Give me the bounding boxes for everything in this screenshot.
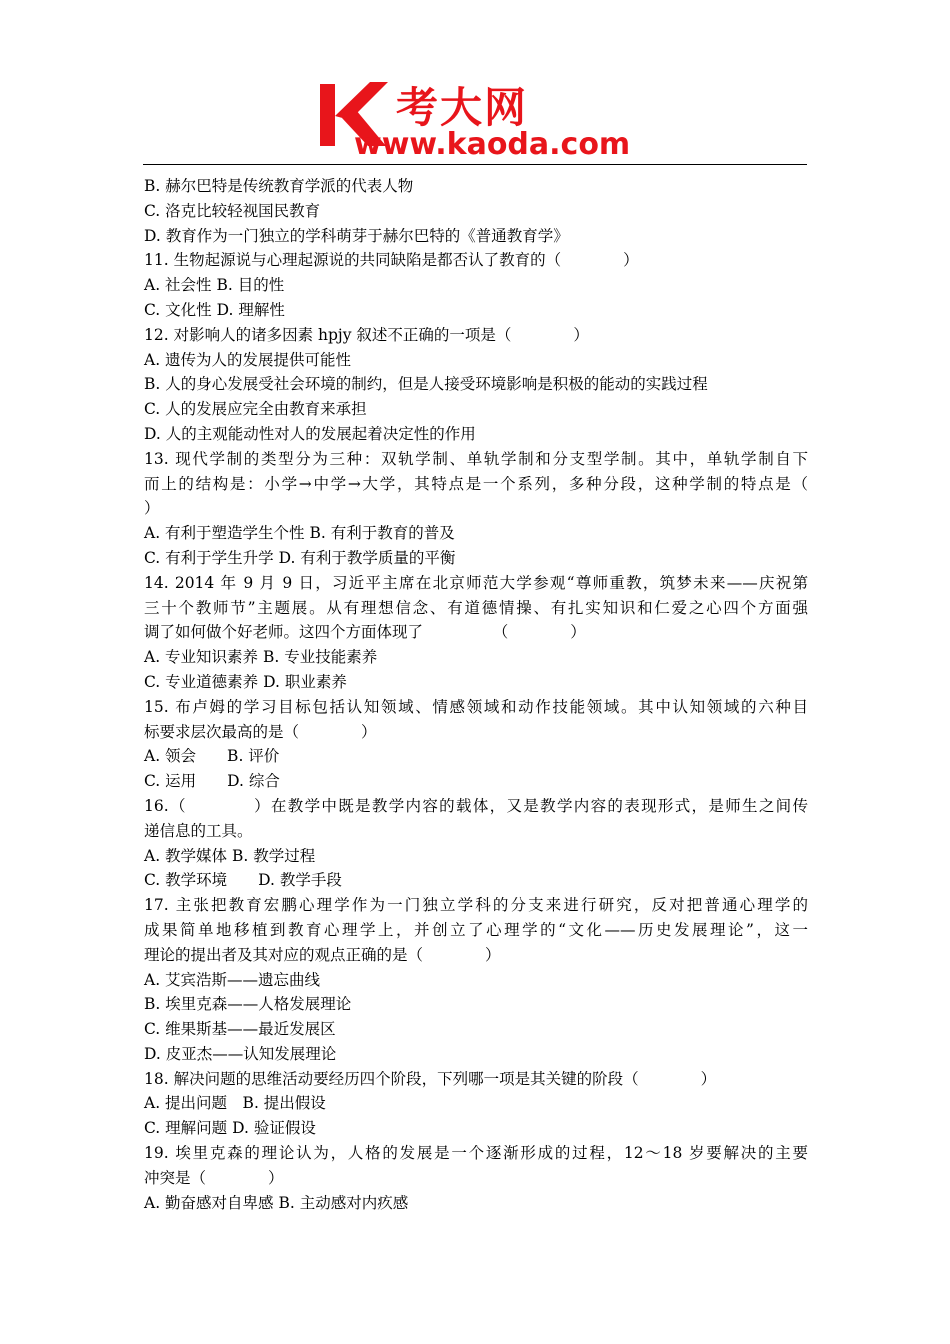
text-line: 三十个教师节”主题展。从有理想信念、有道德情操、有扎实知识和仁爱之心四个方面强 xyxy=(144,598,808,617)
text-line: 15. 布卢姆的学习目标包括认知领域、情感领域和动作技能领域。其中认知领域的六种目 xyxy=(144,697,808,716)
text-line: 标要求层次最高的是（ ） xyxy=(144,722,377,741)
logo-main-text: 考大网 xyxy=(396,83,529,132)
text-line: A. 艾宾浩斯——遗忘曲线 xyxy=(144,970,321,989)
text-line: 19. 埃里克森的理论认为，人格的发展是一个逐渐形成的过程，12～18 岁要解决的主要 xyxy=(144,1144,808,1163)
text-line: C. 专业道德素养 D. 职业素养 xyxy=(144,672,347,691)
text-line: 调了如何做个好老师。这四个方面体现了 （ ） xyxy=(144,623,586,642)
text-line: A. 社会性 B. 目的性 xyxy=(144,276,285,295)
text-line: B. 赫尔巴特是传统教育学派的代表人物 xyxy=(144,177,414,195)
kaoda-logo xyxy=(318,78,638,160)
text-line: 17. 主张把教育宏鹏心理学作为一门独立学科的分支来进行研究，反对把普通心理学的 xyxy=(144,896,808,915)
text-line: C. 理解问题 D. 验证假设 xyxy=(144,1119,316,1138)
text-line: 冲突是（ ） xyxy=(144,1168,284,1187)
text-line: 12. 对影响人的诸多因素 hpjy 叙述不正确的一项是（ ） xyxy=(144,325,589,344)
text-line: A. 提出问题 B. 提出假设 xyxy=(144,1094,326,1113)
text-line: D. 教育作为一门独立的学科萌芽于赫尔巴特的《普通教育学》 xyxy=(144,226,569,245)
text-line: C. 有利于学生升学 D. 有利于教学质量的平衡 xyxy=(144,548,456,567)
text-line: A. 领会 B. 评价 xyxy=(144,747,280,766)
text-line: 递信息的工具。 xyxy=(144,821,253,840)
text-line: A. 有利于塑造学生个性 B. 有利于教育的普及 xyxy=(144,524,455,543)
logo-graphic xyxy=(318,78,638,160)
text-line: 成果简单地移植到教育心理学上，并创立了心理学的“文化——历史发展理论”，这一 xyxy=(144,920,808,939)
text-line: B. 人的身心发展受社会环境的制约，但是人接受环境影响是积极的能动的实践过程 xyxy=(144,375,708,394)
page-header xyxy=(0,0,950,166)
text-line: A. 勤奋感对自卑感 B. 主动感对内疚感 xyxy=(144,1193,409,1212)
text-line: B. 埃里克森——人格发展理论 xyxy=(144,995,352,1014)
text-line: 11. 生物起源说与心理起源说的共同缺陷是都否认了教育的（ ） xyxy=(144,251,639,270)
header-divider xyxy=(143,164,807,165)
text-line: A. 专业知识素养 B. 专业技能素养 xyxy=(144,648,378,667)
text-line: A. 遗传为人的发展提供可能性 xyxy=(144,350,352,369)
text-line: 而上的结构是：小学→中学→大学，其特点是一个系列，多种分段，这种学制的特点是（ xyxy=(144,474,808,493)
text-line: C. 文化性 D. 理解性 xyxy=(144,300,285,319)
document-body xyxy=(144,174,808,1215)
text-line: D. 皮亚杰——认知发展理论 xyxy=(144,1044,337,1063)
text-line: C. 运用 D. 综合 xyxy=(144,772,280,791)
text-line: C. 人的发展应完全由教育来承担 xyxy=(144,400,367,419)
text-line: 18. 解决问题的思维活动要经历四个阶段，下列哪一项是其关键的阶段（ ） xyxy=(144,1069,717,1088)
text-line: 14. 2014 年 9 月 9 日，习近平主席在北京师范大学参观“尊师重教，筑梦未来——庆祝第 xyxy=(144,573,808,592)
text-line: C. 教学环境 D. 教学手段 xyxy=(144,871,342,890)
text-line: 13. 现代学制的类型分为三种：双轨学制、单轨学制和分支型学制。其中，单轨学制自下 xyxy=(144,449,808,468)
text-line: C. 维果斯基——最近发展区 xyxy=(144,1020,336,1039)
text-line: ） xyxy=(144,499,160,518)
text-line: A. 教学媒体 B. 教学过程 xyxy=(144,846,316,865)
text-line: D. 人的主观能动性对人的发展起着决定性的作用 xyxy=(144,424,476,443)
logo-url-text: www.kaoda.com xyxy=(354,127,631,160)
text-line: 16.（ ）在教学中既是教学内容的载体，又是教学内容的表现形式，是师生之间传 xyxy=(144,796,808,815)
text-line: 理论的提出者及其对应的观点正确的是（ ） xyxy=(144,945,501,964)
text-line: C. 洛克比较轻视国民教育 xyxy=(144,201,321,220)
